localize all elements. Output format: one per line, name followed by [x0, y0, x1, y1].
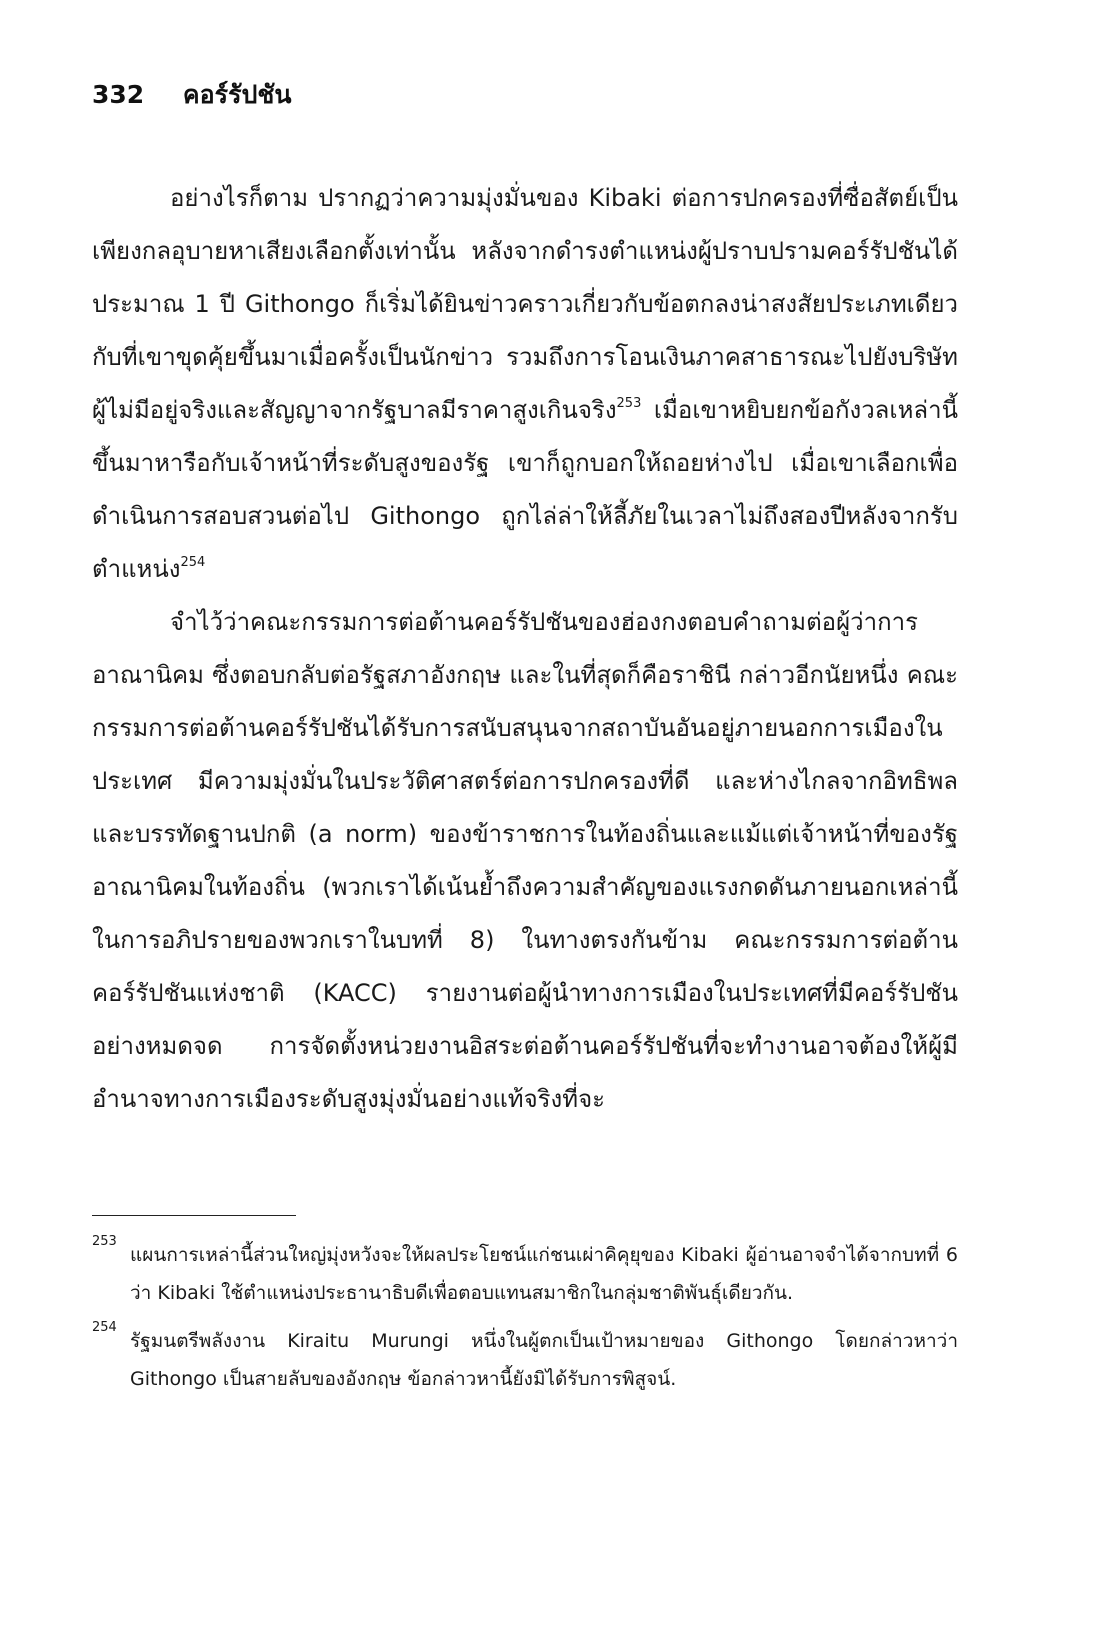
paragraph	[92, 172, 958, 596]
paragraph-text: เมื่อเขาหยิบยกข้อกังวลเหล่านี้ขึ้นมาหารือกับเจ้าหน้าที่ระดับสูงของรัฐ เขาก็ถูกบอกให้ถอยห่างไป เมื่อเขาเลือกเพื่อดำเนินการสอบสวนต่อไป Githongo ถูกไล่ล่าให้ลี้ภัยในเวลาไม่ถึงสองปีหลังจากรับตำแหน่ง	[92, 396, 958, 583]
running-title: คอร์รัปชัน	[182, 80, 292, 109]
footnote-text: แผนการเหล่านี้ส่วนใหญ่มุ่งหวังจะให้ผลประโยชน์แก่ชนเผ่าคิคุยุของ Kibaki ผู้อ่านอาจจำได้จากบทที่ 6 ว่า Kibaki ใช้ตำแหน่งประธานาธิบดีเพื่อตอบแทนสมาชิกในกลุ่มชาติพันธุ์เดียวกัน.	[130, 1244, 958, 1304]
paragraph: จำไว้ว่าคณะกรรมการต่อต้านคอร์รัปชันของฮ่องกงตอบคำถามต่อผู้ว่าการอาณานิคม ซึ่งตอบกลับต่อรัฐสภาอังกฤษ และในที่สุดก็คือราชินี กล่าวอีกนัยหนึ่ง คณะกรรมการต่อต้านคอร์รัปชันได้รับการสนับสนุนจากสถาบันอันอยู่ภายนอกการเมืองในประเทศ มีความมุ่งมั่นในประวัติศาสตร์ต่อการปกครองที่ดี และห่างไกลจากอิทธิพลและบรรทัดฐานปกติ (a norm) ของข้าราชการในท้องถิ่นและแม้แต่เจ้าหน้าที่ของรัฐอาณานิคมในท้องถิ่น (พวกเราได้เน้นย้ำถึงความสำคัญของแรงกดดันภายนอกเหล่านี้ในการอภิปรายของพวกเราในบทที่ 8) ในทางตรงกันข้าม คณะกรรมการต่อต้านคอร์รัปชันแห่งชาติ (KACC) รายงานต่อผู้นำทางการเมืองในประเทศที่มีคอร์รัปชันอย่างหมดจด การจัดตั้งหน่วยงานอิสระต่อต้านคอร์รัปชันที่จะทำงานอาจต้องให้ผู้มีอำนาจทางการเมืองระดับสูงมุ่งมั่นอย่างแท้จริงที่จะ	[92, 608, 958, 1113]
footnote-number: 254	[92, 1320, 117, 1335]
running-header	[92, 78, 291, 112]
paragraph-text: อย่างไรก็ตาม ปรากฏว่าความมุ่งมั่นของ Kibaki ต่อการปกครองที่ซื่อสัตย์เป็นเพียงกลอุบายหาเสียงเลือกตั้งเท่านั้น หลังจากดำรงตำแหน่งผู้ปราบปรามคอร์รัปชันได้ประมาณ 1 ปี Githongo ก็เริ่มได้ยินข่าวคราวเกี่ยวกับข้อตกลงน่าสงสัยประเภทเดียวกับที่เขาขุดคุ้ยขึ้นมาเมื่อครั้งเป็นนักข่าว รวมถึงการโอนเงินภาคสาธารณะไปยังบริษัทผู้ไม่มีอยู่จริงและสัญญาจากรัฐบาลมีราคาสูงเกินจริง	[92, 184, 958, 424]
footnote-number: 253	[92, 1234, 117, 1249]
footnote-text: รัฐมนตรีพลังงาน Kiraitu Murungi หนึ่งในผู้ตกเป็นเป้าหมายของ Githongo โดยกล่าวหาว่า Githongo เป็นสายลับของอังกฤษ ข้อกล่าวหานี้ยังมิได้รับการพิสูจน์.	[130, 1330, 958, 1390]
footnotes	[92, 1236, 958, 1408]
footnote	[92, 1322, 958, 1398]
page-number: 332	[92, 80, 145, 109]
footnote-reference[interactable]: 254	[180, 555, 206, 570]
footnote-reference[interactable]: 253	[616, 396, 642, 411]
body-text	[92, 172, 958, 1126]
footnote	[92, 1236, 958, 1312]
footnote-divider	[92, 1215, 296, 1216]
